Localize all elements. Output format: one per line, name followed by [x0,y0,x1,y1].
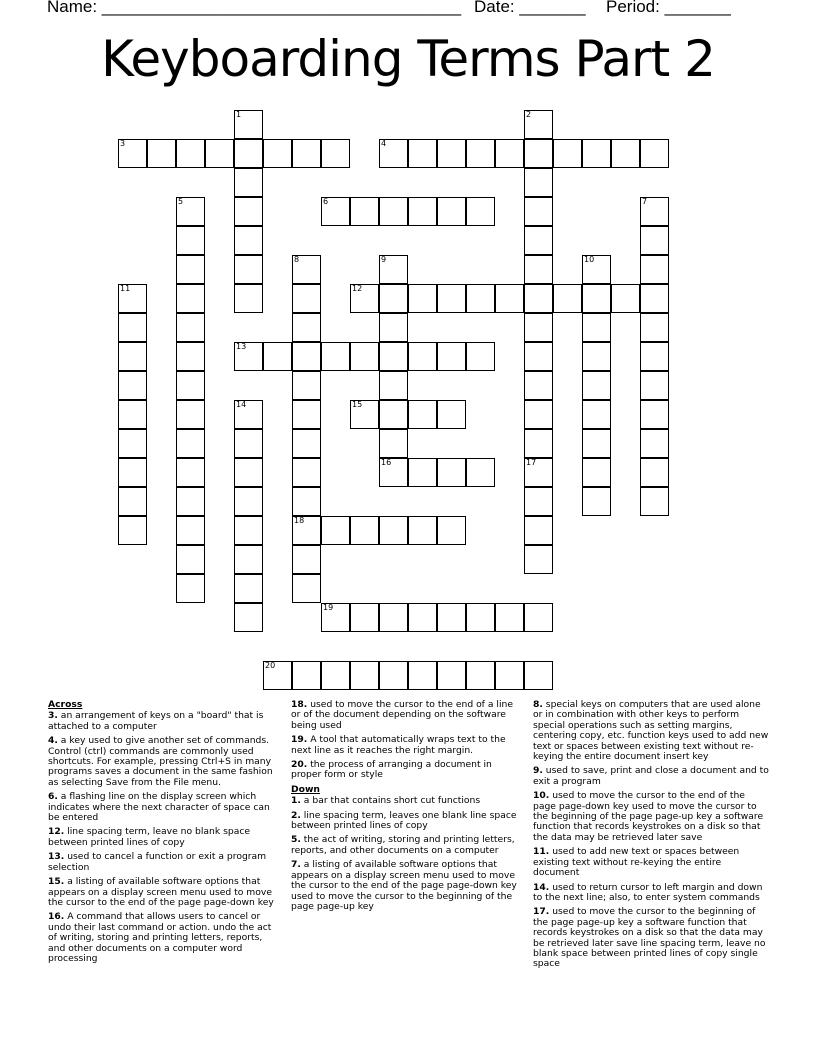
clue-item-text: used to cancel a function or exit a program selection [48,851,267,873]
grid-cell[interactable] [408,197,437,226]
grid-cell[interactable] [466,342,495,371]
clue-item [48,711,280,732]
grid-cell[interactable] [234,458,263,487]
down-clue-list [291,796,523,912]
grid-cell[interactable] [408,661,437,690]
grid-cell[interactable] [582,487,611,516]
grid-cell[interactable] [176,255,205,284]
grid-cell[interactable] [640,139,669,168]
clue-item-number: 12. [48,826,65,838]
clue-item-number: 20. [291,759,308,771]
grid-cell[interactable] [292,545,321,574]
grid-cell[interactable] [437,603,466,632]
clue-item-number: 7. [291,859,301,871]
grid-cell[interactable] [176,400,205,429]
grid-cell[interactable] [437,342,466,371]
grid-cell[interactable] [524,168,553,197]
grid-cell[interactable] [321,342,350,371]
grid-cell[interactable] [582,429,611,458]
clue-number: 1 [236,110,242,119]
clue-number: 4 [381,139,387,148]
clue-item [291,700,523,731]
clue-item [291,760,523,781]
clue-item-text: used to add new text or spaces between existing text without re-keying the entire document [533,846,740,879]
grid-cell[interactable] [582,139,611,168]
clue-item [48,736,280,788]
grid-cell[interactable] [466,661,495,690]
clue-item-text: a listing of available software options that appears on a display screen menu used to move the cursor to the end of the page page-down key used to move the cursor to the beginning of the page page-up key [291,859,517,912]
grid-cell[interactable] [582,400,611,429]
grid-cell[interactable] [176,371,205,400]
clue-item-text: used to move the cursor to the beginning of the page page-up key a software function that records keystrokes on a disk so that the data may be retrieved later save line spacing term, leave no blank space between printed lines of copy single space [533,906,766,970]
clues-column-3 [533,700,769,974]
clue-number: 14 [236,400,247,409]
grid-cell[interactable] [495,661,524,690]
grid-cell[interactable] [408,458,437,487]
grid-cell[interactable] [437,458,466,487]
clue-item-number: 19. [291,734,308,746]
grid-cell[interactable] [408,342,437,371]
grid-cell[interactable] [292,371,321,400]
clue-item-number: 10. [533,790,550,802]
clue-item-text: line spacing term, leaves one blank line space between printed lines of copy [291,809,517,832]
clues-column-1 [48,700,280,968]
grid-cell[interactable] [640,255,669,284]
clue-item-text: the process of arranging a document in proper form or style [291,759,492,781]
grid-cell[interactable] [524,313,553,342]
grid-cell[interactable] [379,429,408,458]
grid-cell[interactable] [234,139,263,168]
grid-cell[interactable] [495,603,524,632]
grid-cell[interactable] [263,342,292,371]
grid-cell[interactable] [466,197,495,226]
grid-cell[interactable] [524,661,553,690]
clue-number: 9 [381,255,387,264]
across-clue-list-continued [291,700,523,781]
worksheet-title: Keyboarding Terms Part 2 [101,30,715,88]
grid-cell[interactable] [640,458,669,487]
grid-cell[interactable] [176,429,205,458]
grid-cell[interactable] [582,342,611,371]
grid-cell[interactable] [408,139,437,168]
clue-item-number: 18. [291,699,308,710]
clue-item-text: line spacing term, leave no blank space between printed lines of copy [48,826,251,848]
clue-item [48,792,280,823]
clue-item-text: a bar that contains short cut functions [300,795,481,807]
grid-cell[interactable] [582,284,611,313]
grid-cell[interactable] [147,139,176,168]
grid-cell[interactable] [292,574,321,603]
grid-cell[interactable] [437,284,466,313]
clue-item-number: 6. [48,791,58,803]
grid-cell[interactable] [176,313,205,342]
grid-cell[interactable] [582,458,611,487]
grid-cell[interactable] [234,429,263,458]
grid-cell[interactable] [176,516,205,545]
grid-cell[interactable] [437,516,466,545]
clue-number: 13 [236,342,247,351]
clue-item [533,883,769,904]
grid-cell[interactable] [118,313,147,342]
grid-cell[interactable] [379,313,408,342]
grid-cell[interactable] [350,516,379,545]
clue-item-text: used to return cursor to left margin and down to the next line; also, to enter system commands [533,881,763,903]
clue-number: 7 [642,197,648,206]
grid-cell[interactable] [611,284,640,313]
grid-cell[interactable] [524,255,553,284]
grid-cell[interactable] [379,197,408,226]
grid-cell[interactable] [524,371,553,400]
grid-cell[interactable] [437,661,466,690]
grid-cell[interactable] [176,226,205,255]
clue-number: 2 [526,110,532,119]
clue-item [291,835,523,856]
clue-number: 3 [120,139,126,148]
grid-cell[interactable] [524,487,553,516]
grid-cell[interactable] [524,284,553,313]
grid-cell[interactable] [234,487,263,516]
grid-cell[interactable] [524,342,553,371]
grid-cell[interactable] [640,429,669,458]
grid-cell[interactable] [524,516,553,545]
clue-item [291,796,523,806]
clue-item [533,791,769,843]
clue-item [291,735,523,756]
grid-cell[interactable] [118,458,147,487]
grid-cell[interactable] [321,516,350,545]
clue-number: 6 [323,197,329,206]
grid-cell[interactable] [640,284,669,313]
grid-cell[interactable] [118,400,147,429]
clue-number: 18 [294,516,305,525]
grid-cell[interactable] [176,458,205,487]
clue-item [48,877,280,908]
clue-number: 12 [352,284,363,293]
grid-cell[interactable] [234,603,263,632]
clue-number: 20 [265,661,276,670]
grid-cell[interactable] [292,458,321,487]
grid-cell[interactable] [553,284,582,313]
grid-cell[interactable] [408,400,437,429]
clue-item [533,847,769,878]
grid-cell[interactable] [118,371,147,400]
grid-cell[interactable] [379,371,408,400]
grid-cell[interactable] [176,342,205,371]
clue-item-text: a flashing line on the display screen which indicates where the next character of space can be entered [48,791,270,824]
grid-cell[interactable] [234,197,263,226]
grid-cell[interactable] [321,661,350,690]
grid-cell[interactable] [437,197,466,226]
down-heading: Down [291,783,320,795]
clue-item-number: 13. [48,851,65,863]
grid-cell[interactable] [176,574,205,603]
grid-cell[interactable] [553,139,582,168]
grid-cell[interactable] [350,342,379,371]
grid-cell[interactable] [234,255,263,284]
clue-item-number: 14. [533,881,550,893]
clues-column-2 [291,700,523,916]
clue-item [48,912,280,964]
grid-cell[interactable] [234,168,263,197]
clue-number: 16 [381,458,392,467]
grid-cell[interactable] [292,313,321,342]
clue-item-number: 2. [291,809,301,821]
grid-cell[interactable] [524,400,553,429]
grid-cell[interactable] [292,400,321,429]
grid-cell[interactable] [640,313,669,342]
grid-cell[interactable] [292,429,321,458]
across-heading: Across [48,699,83,710]
clue-item-text: special keys on computers that are used alone or in combination with other keys to perform special operations such as setting margins, centering copy, etc. function keys used to add new text or spaces between existing text without re-keying the entire document insert key [533,699,769,763]
grid-cell[interactable] [437,400,466,429]
grid-cell[interactable] [408,516,437,545]
clue-number: 15 [352,400,363,409]
clue-item-number: 15. [48,876,65,888]
grid-cell[interactable] [582,371,611,400]
name-field-label: Name: ______________________________________ [47,0,462,16]
grid-cell[interactable] [234,226,263,255]
clue-item-text: used to save, print and close a document and to exit a program [533,765,769,787]
grid-cell[interactable] [466,284,495,313]
clue-number: 8 [294,255,300,264]
grid-cell[interactable] [118,342,147,371]
grid-cell[interactable] [379,603,408,632]
clue-item-text: used to move the cursor to the end of the page page-down key used to move the cursor to the beginning of the page page-up key a software function that records keystrokes on a disk so that the data may be retrieved later save [533,790,764,843]
grid-cell[interactable] [466,458,495,487]
grid-cell[interactable] [640,226,669,255]
grid-cell[interactable] [263,139,292,168]
grid-cell[interactable] [292,139,321,168]
clue-item-number: 16. [48,911,65,923]
grid-cell[interactable] [234,284,263,313]
grid-cell[interactable] [379,342,408,371]
grid-cell[interactable] [640,487,669,516]
grid-cell[interactable] [524,197,553,226]
clue-number: 10 [584,255,595,264]
grid-cell[interactable] [118,487,147,516]
clue-item-text: A tool that automatically wraps text to the next line as it reaches the right margin. [291,734,506,756]
clue-item-text: a key used to give another set of commands. Control (ctrl) commands are commonly used shortcuts. For example, pressing Ctrl+S in many programs saves a document in the same fashion as selecting Save from the File menu. [48,735,273,788]
grid-cell[interactable] [176,487,205,516]
clue-number: 19 [323,603,334,612]
clue-item [533,766,769,787]
clue-item-number: 5. [291,834,301,846]
grid-cell[interactable] [350,197,379,226]
grid-cell[interactable] [234,516,263,545]
clue-item-text: an arrangement of keys on a "board" that is attached to a computer [48,710,264,732]
clue-item [291,860,523,912]
clue-item-number: 3. [48,710,58,722]
clue-item-text: used to move the cursor to the end of a line or of the document depending on the software being used [291,699,513,731]
clue-item-text: a listing of available software options that appears on a display screen menu used to move the cursor to the end of the page page-down key [48,876,274,908]
clue-item [533,700,769,762]
clue-item [48,827,280,848]
grid-cell[interactable] [495,284,524,313]
across-clue-list [48,711,280,964]
clue-number: 17 [526,458,537,467]
grid-cell[interactable] [379,284,408,313]
grid-cell[interactable] [640,400,669,429]
grid-cell[interactable] [379,661,408,690]
grid-cell[interactable] [176,545,205,574]
grid-cell[interactable] [524,603,553,632]
grid-cell[interactable] [350,661,379,690]
grid-cell[interactable] [640,342,669,371]
date-field-label: Date: _______ [474,0,586,16]
down-clue-list-continued [533,700,769,970]
grid-cell[interactable] [524,226,553,255]
grid-cell[interactable] [524,545,553,574]
clue-number: 5 [178,197,184,206]
clue-item-number: 17. [533,906,550,918]
grid-cell[interactable] [408,603,437,632]
grid-cell[interactable] [205,139,234,168]
grid-cell[interactable] [350,603,379,632]
grid-cell[interactable] [379,516,408,545]
period-field-label: Period: _______ [606,0,731,16]
grid-cell[interactable] [321,139,350,168]
grid-cell[interactable] [118,429,147,458]
clue-number: 11 [120,284,131,293]
clue-item-number: 9. [533,765,543,777]
grid-cell[interactable] [408,284,437,313]
grid-cell[interactable] [611,139,640,168]
grid-cell[interactable] [292,487,321,516]
grid-cell[interactable] [524,139,553,168]
grid-cell[interactable] [466,603,495,632]
grid-cell[interactable] [176,139,205,168]
grid-cell[interactable] [466,139,495,168]
grid-cell[interactable] [292,342,321,371]
grid-cell[interactable] [524,429,553,458]
grid-cell[interactable] [379,400,408,429]
grid-cell[interactable] [292,661,321,690]
grid-cell[interactable] [437,139,466,168]
grid-cell[interactable] [495,139,524,168]
clue-item [291,811,523,832]
grid-cell[interactable] [292,284,321,313]
grid-cell[interactable] [582,313,611,342]
clue-item [48,852,280,873]
grid-cell[interactable] [118,516,147,545]
clue-item-number: 1. [291,795,301,807]
grid-cell[interactable] [176,284,205,313]
clue-item-text: the act of writing, storing and printing letters, reports, and other documents on a computer [291,834,515,856]
grid-cell[interactable] [234,574,263,603]
clue-item-number: 4. [48,735,58,747]
clue-item-number: 11. [533,846,550,858]
clue-item [533,907,769,969]
grid-cell[interactable] [640,371,669,400]
clue-item-number: 8. [533,699,543,710]
grid-cell[interactable] [234,545,263,574]
clue-item-text: A command that allows users to cancel or undo their last command or action. undo the act of writing, storing and printing letters, reports, and other documents on a computer word processing [48,911,272,964]
